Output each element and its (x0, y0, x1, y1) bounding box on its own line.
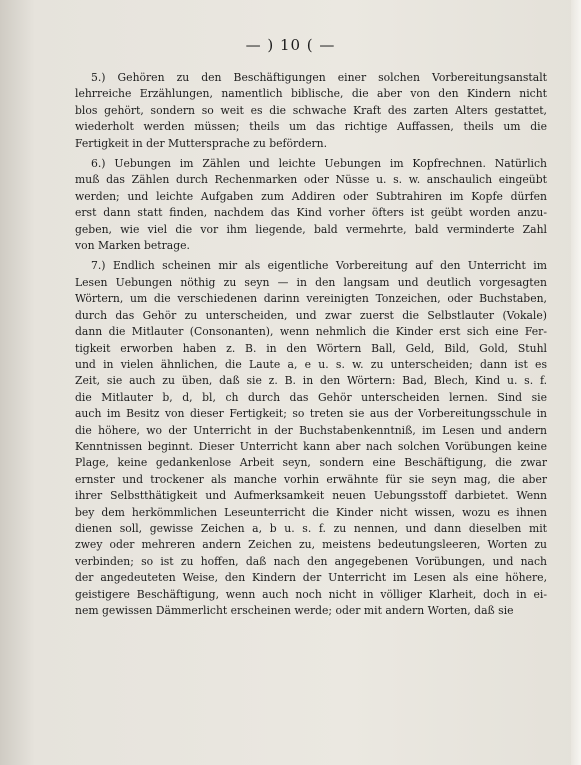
text-line: dann die Mitlauter (Consonanten), wenn nehmlich die Kinder erst sich eine Fer- (75, 325, 547, 339)
text-line: geistigere Beschäftigung, wenn auch noch nicht in völliger Klarheit, doch in ei- (75, 587, 547, 601)
text-line: auch im Besitz von dieser Fertigkeit; so treten sie aus der Vorbereitungsschule in (75, 407, 547, 421)
text-line: 6.) Uebungen im Zählen und leichte Uebungen im Kopfrechnen. Natürlich (91, 157, 547, 171)
text-line: 5.) Gehören zu den Beschäftigungen einer solchen Vorbereitungsanstalt (91, 71, 547, 84)
paragraph (75, 70, 547, 152)
text-line: nem gewissen Dämmerlicht erscheinen werde; oder mit andern Worten, daß sie (75, 604, 514, 617)
paragraph (75, 156, 547, 254)
text-line: 7.) Endlich scheinen mir als eigentliche Vorbereitung auf den Unterricht im (91, 259, 547, 273)
text-line: und in vielen ähnlichen, die Laute a, e u. s. w. zu unterscheiden; dann ist es (75, 357, 547, 371)
text-line: Plage, keine gedankenlose Arbeit seyn, sondern eine Beschäftigung, die zwar (75, 456, 547, 470)
page-edge (571, 0, 581, 765)
page-header: — ) 10 ( — (245, 36, 336, 54)
body-text (75, 70, 547, 619)
text-line: blos gehört, sondern so weit es die schwache Kraft des zarten Alters gestattet, (75, 103, 547, 117)
text-line: geben, wie viel die vor ihm liegende, bald vermehrte, bald verminderte Zahl (75, 222, 547, 236)
text-line: die höhere, wo der Unterricht in der Buchstabenkenntniß, im Lesen und andern (75, 423, 547, 437)
text-line: die Mitlauter b, d, bl, ch durch das Gehör unterscheiden lernen. Sind sie (75, 390, 547, 404)
text-line: Wörtern, um die verschiedenen darinn vereinigten Tonzeichen, oder Buchstaben, (75, 292, 547, 306)
text-line: Zeit, sie auch zu üben, daß sie z. B. in den Wörtern: Bad, Blech, Kind u. s. f. (75, 374, 547, 388)
text-line: muß das Zählen durch Rechenmarken oder Nüsse u. s. w. anschaulich eingeübt (75, 173, 547, 187)
text-line: Kenntnissen beginnt. Dieser Unterricht kann aber nach solchen Vorübungen keine (75, 439, 547, 453)
text-line: bey dem herkömmlichen Leseunterricht die Kinder nicht wissen, wozu es ihnen (75, 505, 547, 519)
text-line: ihrer Selbstthätigkeit und Aufmerksamkeit neuen Uebungsstoff darbietet. Wenn (75, 489, 547, 503)
text-line: der angedeuteten Weise, den Kindern der Unterricht im Lesen als eine höhere, (75, 571, 547, 585)
text-line: ernster und trockener als manche vorhin erwähnte für sie seyn mag, die aber (75, 472, 547, 486)
text-line: tigkeit erworben haben z. B. in den Wörtern Ball, Geld, Bild, Gold, Stuhl (75, 341, 547, 355)
text-line: wiederholt werden müssen; theils um das richtige Auffassen, theils um die (75, 120, 547, 134)
text-line: erst dann statt finden, nachdem das Kind vorher öfters ist geübt worden anzu- (75, 206, 547, 220)
text-line: durch das Gehör zu unterscheiden, und zwar zuerst die Selbstlauter (Vokale) (75, 308, 547, 322)
paragraph (75, 258, 547, 619)
text-line: Lesen Uebungen nöthig zu seyn — in den langsam und deutlich vorgesagten (75, 275, 547, 289)
text-line: verbinden; so ist zu hoffen, daß nach den angegebenen Vorübungen, und nach (75, 554, 547, 568)
text-line: zwey oder mehreren andern Zeichen zu, meistens bedeutungsleeren, Worten zu (75, 538, 547, 552)
text-line: von Marken betrage. (75, 239, 190, 253)
text-line: lehrreiche Erzählungen, namentlich biblische, die aber von den Kindern nicht (75, 87, 547, 101)
text-line: Fertigkeit in der Muttersprache zu befördern. (75, 136, 328, 150)
text-line: werden; und leichte Aufgaben zum Addiren oder Subtrahiren im Kopfe dürfen (75, 189, 547, 203)
text-line: dienen soll, gewisse Zeichen a, b u. s. f. zu nennen, und dann dieselben mit (75, 521, 547, 535)
